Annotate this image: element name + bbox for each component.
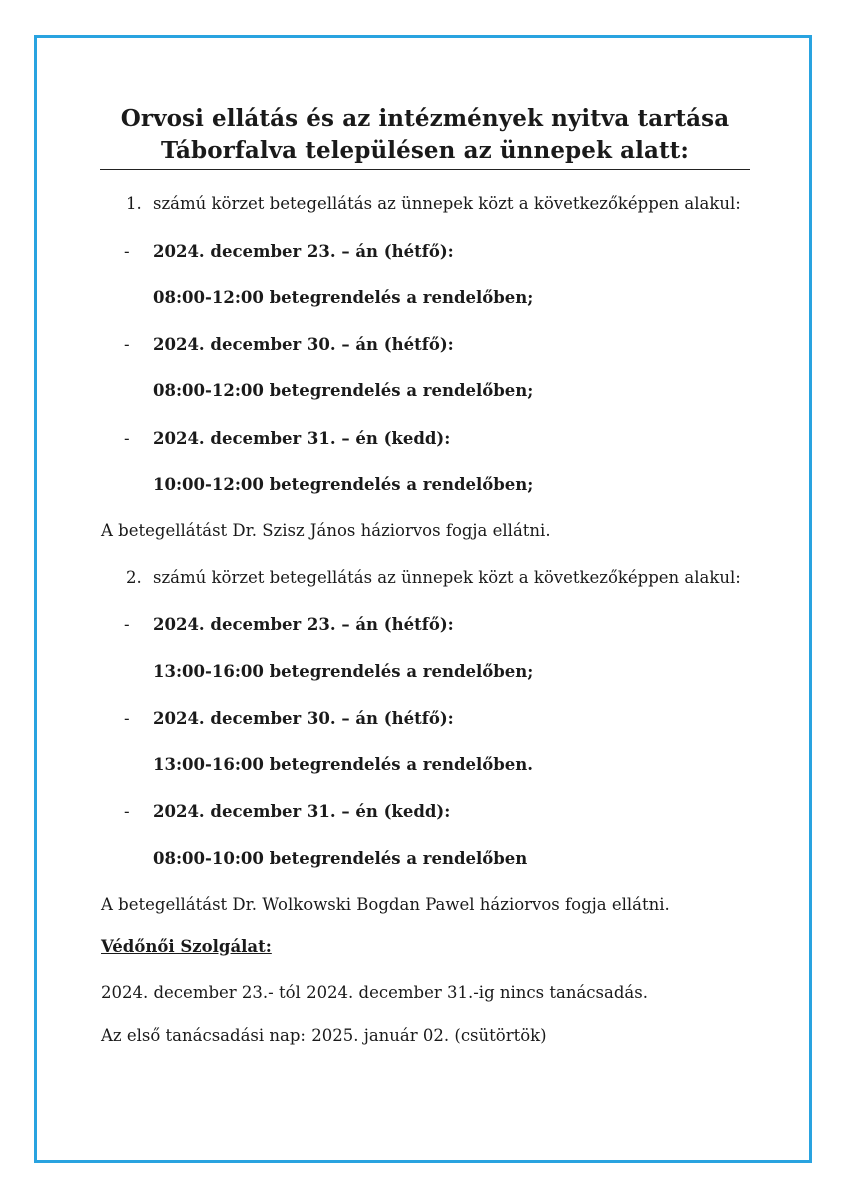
- district-1-hours-1: 08:00-12:00 betegrendelés a rendelőben;: [153, 288, 534, 307]
- list-bullet: -: [124, 429, 130, 448]
- district-2-date-3: 2024. december 31. – én (kedd):: [153, 802, 451, 821]
- list-bullet: -: [124, 709, 130, 728]
- list-bullet: -: [124, 802, 130, 821]
- district-2-number: 2.: [126, 568, 142, 587]
- list-bullet: -: [124, 242, 130, 261]
- district-2-date-1: 2024. december 23. – án (hétfő):: [153, 615, 454, 634]
- list-bullet: -: [124, 615, 130, 634]
- district-1-date-2: 2024. december 30. – án (hétfő):: [153, 335, 454, 354]
- nurse-service-heading: Védőnői Szolgálat:: [101, 937, 272, 956]
- list-bullet: -: [124, 335, 130, 354]
- district-1-hours-2: 08:00-12:00 betegrendelés a rendelőben;: [153, 381, 534, 400]
- district-1-doctor-note: A betegellátást Dr. Szisz János háziorvos fogja ellátni.: [101, 521, 551, 540]
- district-1-date-3: 2024. december 31. – én (kedd):: [153, 429, 451, 448]
- district-1-hours-3: 10:00-12:00 betegrendelés a rendelőben;: [153, 475, 534, 494]
- title-line-1: Orvosi ellátás és az intézmények nyitva tartása: [120, 105, 730, 132]
- district-2-hours-1: 13:00-16:00 betegrendelés a rendelőben;: [153, 662, 534, 681]
- district-2-hours-3: 08:00-10:00 betegrendelés a rendelőben: [153, 849, 528, 868]
- district-1-intro: számú körzet betegellátás az ünnepek közt a következőképpen alakul:: [153, 194, 741, 213]
- title-underline: [100, 169, 750, 170]
- district-2-intro: számú körzet betegellátás az ünnepek közt a következőképpen alakul:: [153, 568, 741, 587]
- district-2-date-2: 2024. december 30. – án (hétfő):: [153, 709, 454, 728]
- nurse-service-line-2: Az első tanácsadási nap: 2025. január 02. (csütörtök): [101, 1026, 547, 1045]
- district-2-doctor-note: A betegellátást Dr. Wolkowski Bogdan Pawel háziorvos fogja ellátni.: [101, 895, 670, 914]
- title-line-2: Táborfalva településen az ünnepek alatt:: [161, 137, 689, 164]
- district-1-date-1: 2024. december 23. – án (hétfő):: [153, 242, 454, 261]
- district-2-hours-2: 13:00-16:00 betegrendelés a rendelőben.: [153, 755, 534, 774]
- nurse-service-line-1: 2024. december 23.- tól 2024. december 31.-ig nincs tanácsadás.: [101, 983, 648, 1002]
- district-1-number: 1.: [126, 194, 142, 213]
